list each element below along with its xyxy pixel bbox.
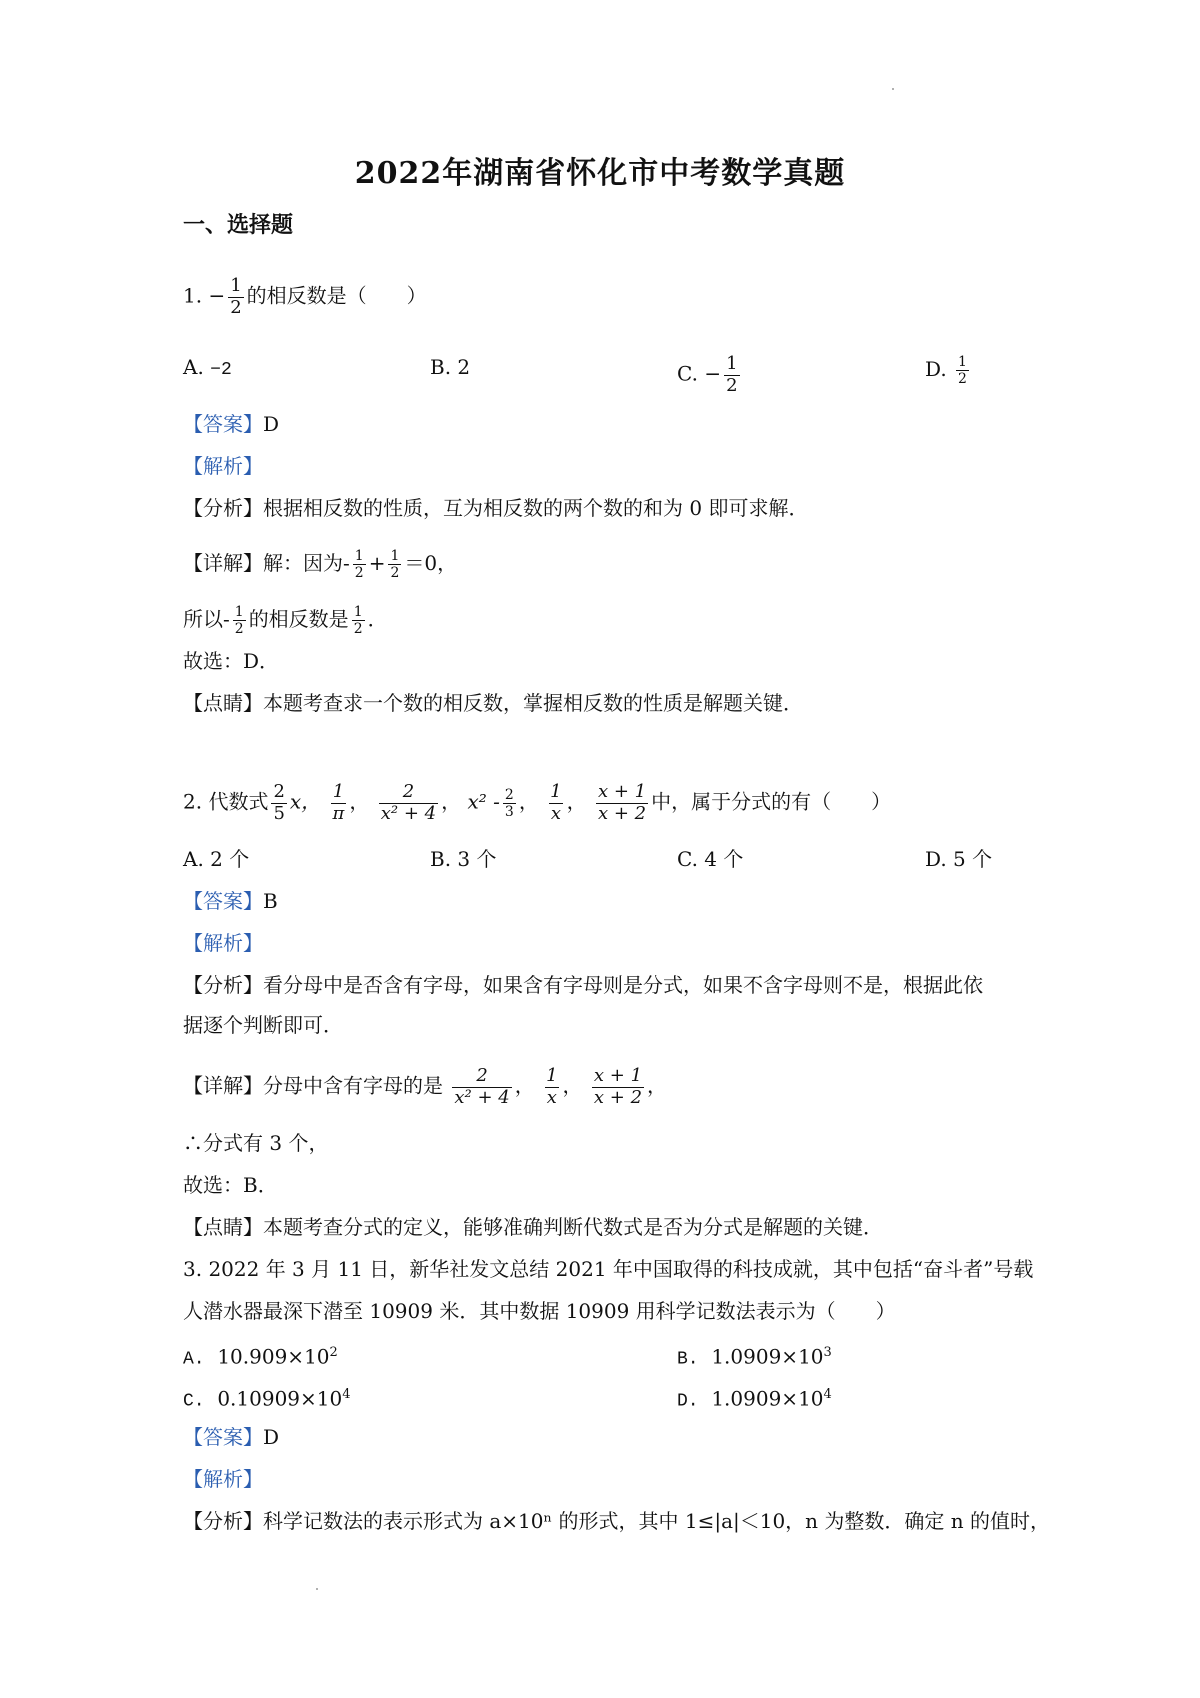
comma: ，: [562, 1073, 583, 1098]
option-text: 2: [457, 355, 471, 379]
q3-answer: [183, 1424, 279, 1450]
fraction: [233, 604, 246, 637]
fraction: [548, 782, 563, 824]
denominator: x + 2: [593, 1086, 643, 1108]
analysis-text: 科学记数法的表示形式为 a×10ⁿ 的形式，其中 1≤|a|＜10，n 为整数．确定 n 的值时，: [263, 1509, 1051, 1533]
q2-stem: [183, 782, 891, 824]
denominator: 2: [354, 565, 364, 582]
denominator: 2: [353, 621, 363, 638]
q2-option-a: A. 2 个: [183, 847, 250, 871]
detail-text: 分母中含有字母的是: [263, 1073, 443, 1098]
numerator: x + 1: [593, 1065, 643, 1086]
so-text: ．: [367, 607, 388, 632]
scan-speck: [316, 1588, 318, 1590]
denominator: 2: [390, 565, 400, 582]
q1-so: [183, 604, 388, 637]
remark-tag: 【点睛】: [183, 691, 263, 715]
numerator: 2: [402, 781, 415, 802]
numerator: 1: [550, 781, 562, 802]
q2-option-d: D. 5 个: [925, 847, 993, 871]
q3-analysis: [183, 1508, 1050, 1534]
q1-neg: −: [208, 283, 226, 308]
option-label: D.: [677, 1391, 699, 1412]
detail-tag: 【详解】: [183, 551, 263, 576]
q1-option-c: [677, 354, 743, 396]
q3-option-c: [183, 1382, 351, 1415]
variable-x: x，: [289, 789, 322, 814]
denominator: π: [332, 802, 345, 824]
numerator: 1: [354, 548, 364, 564]
option-label: D.: [925, 357, 947, 382]
analysis-text: 根据相反数的性质，互为相反数的两个数的和为 0 即可求解．: [263, 496, 809, 520]
fraction: [544, 1066, 559, 1108]
q2-answer: [183, 888, 278, 914]
q2-therefore: ∴分式有 3 个，: [183, 1131, 329, 1155]
option-exponent: 2: [329, 1345, 338, 1360]
fraction: [353, 548, 366, 581]
answer-tag: 【答案】: [183, 889, 263, 913]
numerator: x + 1: [597, 781, 647, 802]
fraction: [596, 782, 648, 824]
remark-tag: 【点睛】: [183, 1215, 263, 1239]
fraction: [452, 1066, 511, 1108]
answer-value: D: [263, 1425, 280, 1449]
q1-option-b: [430, 354, 470, 380]
numerator: 1: [332, 781, 345, 802]
q3-stem-line1: 3. 2022 年 3 月 11 日，新华社发文总结 2021 年中国取得的科技成就，其中包括“奋斗者”号载: [183, 1257, 1034, 1281]
q3-option-a: [183, 1340, 338, 1373]
q1-choose: 故选：D．: [183, 649, 280, 673]
comma: ，: [566, 789, 587, 814]
option-label: C.: [183, 1391, 205, 1412]
option-exponent: 3: [823, 1345, 832, 1360]
q3-explain-tag: 【解析】: [183, 1467, 263, 1491]
q2-option-c: C. 4 个: [677, 847, 744, 871]
fraction: [379, 782, 438, 824]
numerator: 1: [726, 353, 738, 374]
detail-tag: 【详解】: [183, 1073, 263, 1098]
option-base: 1.0909×10: [711, 1344, 824, 1369]
analysis-tag: 【分析】: [183, 973, 263, 997]
q1-analysis: [183, 495, 808, 521]
expr: x² -: [467, 789, 500, 814]
denominator: 2: [234, 621, 244, 638]
scan-speck: [892, 88, 894, 90]
option-label: B.: [677, 1349, 699, 1370]
comma: ，: [518, 789, 539, 814]
q1-fraction: [228, 276, 243, 318]
q2-option-b: B. 3 个: [430, 847, 497, 871]
denominator: x² + 4: [454, 1086, 510, 1108]
option-label: A.: [183, 1349, 205, 1370]
numerator: 1: [230, 275, 242, 296]
denominator: x: [550, 802, 561, 824]
q1-number: 1.: [183, 283, 203, 308]
denominator: 3: [504, 803, 514, 820]
option-label: A.: [183, 355, 204, 379]
q2-detail: [183, 1066, 667, 1108]
denominator: 2: [726, 374, 738, 396]
q1-explain-tag: 【解析】: [183, 454, 263, 478]
comma: ，: [647, 1073, 668, 1098]
analysis-text: 看分母中是否含有字母，如果含有字母则是分式，如果不含字母则不是，根据此依: [263, 973, 983, 997]
fraction: [503, 787, 516, 820]
q2-analysis: [183, 972, 983, 998]
fraction: [352, 604, 365, 637]
numerator: 2: [273, 781, 285, 802]
detail-text: ＝0，: [404, 551, 458, 576]
comma: ，: [514, 1073, 535, 1098]
option-label: B.: [430, 355, 452, 379]
q2-explain-tag: 【解析】: [183, 931, 263, 955]
numerator: 2: [504, 786, 514, 803]
fraction: [331, 782, 347, 824]
q3-option-d: [677, 1382, 832, 1415]
q3-option-b: [677, 1340, 832, 1373]
option-text: −2: [210, 360, 232, 380]
plus: +: [368, 551, 386, 576]
q2-choose: 故选：B．: [183, 1173, 278, 1197]
numerator: 1: [546, 1065, 558, 1086]
denominator: x + 2: [597, 802, 647, 824]
analysis-tag: 【分析】: [183, 496, 263, 520]
denominator: x² + 4: [380, 802, 437, 824]
remark-text: 本题考查分式的定义，能够准确判断代数式是否为分式是解题的关键．: [263, 1215, 883, 1239]
q2-stem-text: 中，属于分式的有（ ）: [651, 789, 892, 814]
option-fraction: [956, 354, 969, 387]
analysis-tag: 【分析】: [183, 1509, 263, 1533]
remark-text: 本题考查求一个数的相反数，掌握相反数的性质是解题关键．: [263, 691, 803, 715]
option-base: 0.10909×10: [217, 1386, 343, 1411]
q1-detail: [183, 548, 457, 581]
numerator: 1: [234, 604, 244, 620]
q1-option-a: [183, 354, 232, 383]
answer-tag: 【答案】: [183, 412, 263, 436]
answer-value: D: [263, 412, 280, 436]
option-neg: −: [704, 361, 722, 386]
answer-tag: 【答案】: [183, 1425, 263, 1449]
denominator: 2: [230, 296, 242, 318]
fraction: [592, 1066, 644, 1108]
page-title: 2022年湖南省怀化市中考数学真题: [354, 156, 846, 191]
numerator: 1: [390, 548, 400, 564]
so-text: 所以-: [183, 607, 230, 632]
q1-stem: [183, 276, 427, 318]
comma: ，: [441, 789, 462, 814]
option-base: 1.0909×10: [711, 1386, 824, 1411]
option-exponent: 4: [823, 1387, 832, 1402]
q2-number: 2. 代数式: [183, 789, 269, 814]
numerator: 2: [476, 1065, 488, 1086]
q1-remark: [183, 690, 803, 716]
q2-analysis-cont: 据逐个判断即可．: [183, 1013, 343, 1037]
q1-option-d: [925, 354, 972, 387]
q1-stem-text: 的相反数是（ ）: [246, 283, 427, 308]
option-label: C.: [677, 361, 698, 386]
q2-remark: [183, 1214, 883, 1240]
option-base: 10.909×10: [217, 1344, 330, 1369]
option-exponent: 4: [342, 1387, 351, 1402]
denominator: 5: [273, 802, 285, 824]
denominator: x: [546, 1086, 557, 1108]
fraction: [388, 548, 401, 581]
denominator: 2: [958, 371, 967, 388]
numerator: 1: [353, 604, 363, 620]
option-fraction: [724, 354, 739, 396]
so-text: 的相反数是: [248, 607, 349, 632]
answer-value: B: [263, 889, 278, 913]
detail-text: 解：因为-: [263, 551, 350, 576]
q1-answer: [183, 411, 279, 437]
comma: ，: [349, 789, 370, 814]
section-heading: 一、选择题: [183, 212, 294, 238]
numerator: 1: [958, 354, 967, 370]
fraction: [271, 782, 286, 824]
q3-stem-line2: 人潜水器最深下潜至 10909 米．其中数据 10909 用科学记数法表示为（ ）: [183, 1299, 896, 1323]
